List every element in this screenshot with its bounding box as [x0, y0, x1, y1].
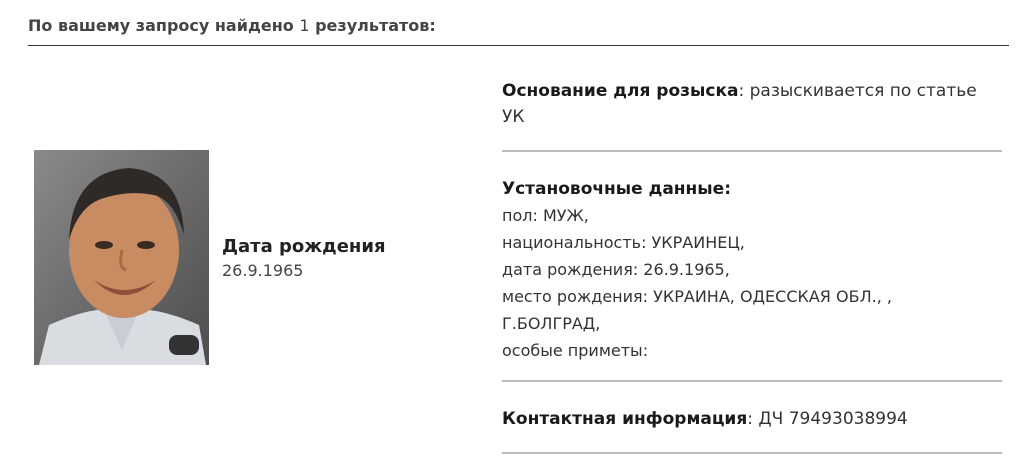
detail-line: место рождения: УКРАИНА, ОДЕССКАЯ ОБЛ., ,	[502, 287, 892, 306]
dob-label: Дата рождения	[222, 236, 386, 257]
results-prefix: По вашему запросу найдено	[28, 16, 300, 35]
divider	[502, 380, 1002, 382]
results-header	[28, 16, 436, 35]
contact-value: : ДЧ 79493038994	[747, 409, 908, 429]
basis-section	[502, 78, 1002, 130]
details-label: Установочные данные:	[502, 179, 732, 199]
person-photo	[34, 150, 209, 365]
detail-line: пол: МУЖ,	[502, 206, 589, 225]
divider	[502, 452, 1002, 454]
detail-line: особые приметы:	[502, 341, 649, 360]
results-suffix: результатов:	[309, 16, 436, 35]
divider	[502, 150, 1002, 152]
detail-line: Г.БОЛГРАД,	[502, 314, 601, 333]
portrait-image	[34, 150, 209, 365]
dob-block	[222, 236, 386, 280]
header-divider	[28, 45, 1009, 46]
detail-line: дата рождения: 26.9.1965,	[502, 260, 730, 279]
contact-section	[502, 406, 1002, 432]
dob-value: 26.9.1965	[222, 261, 304, 280]
results-count: 1	[299, 16, 310, 35]
detail-line: национальность: УКРАИНЕЦ,	[502, 233, 745, 252]
contact-label: Контактная информация	[502, 409, 748, 429]
basis-label: Основание для розыска	[502, 81, 739, 101]
basis-value: : разыскивается по статье УК	[502, 81, 977, 127]
details-section	[502, 176, 1002, 364]
